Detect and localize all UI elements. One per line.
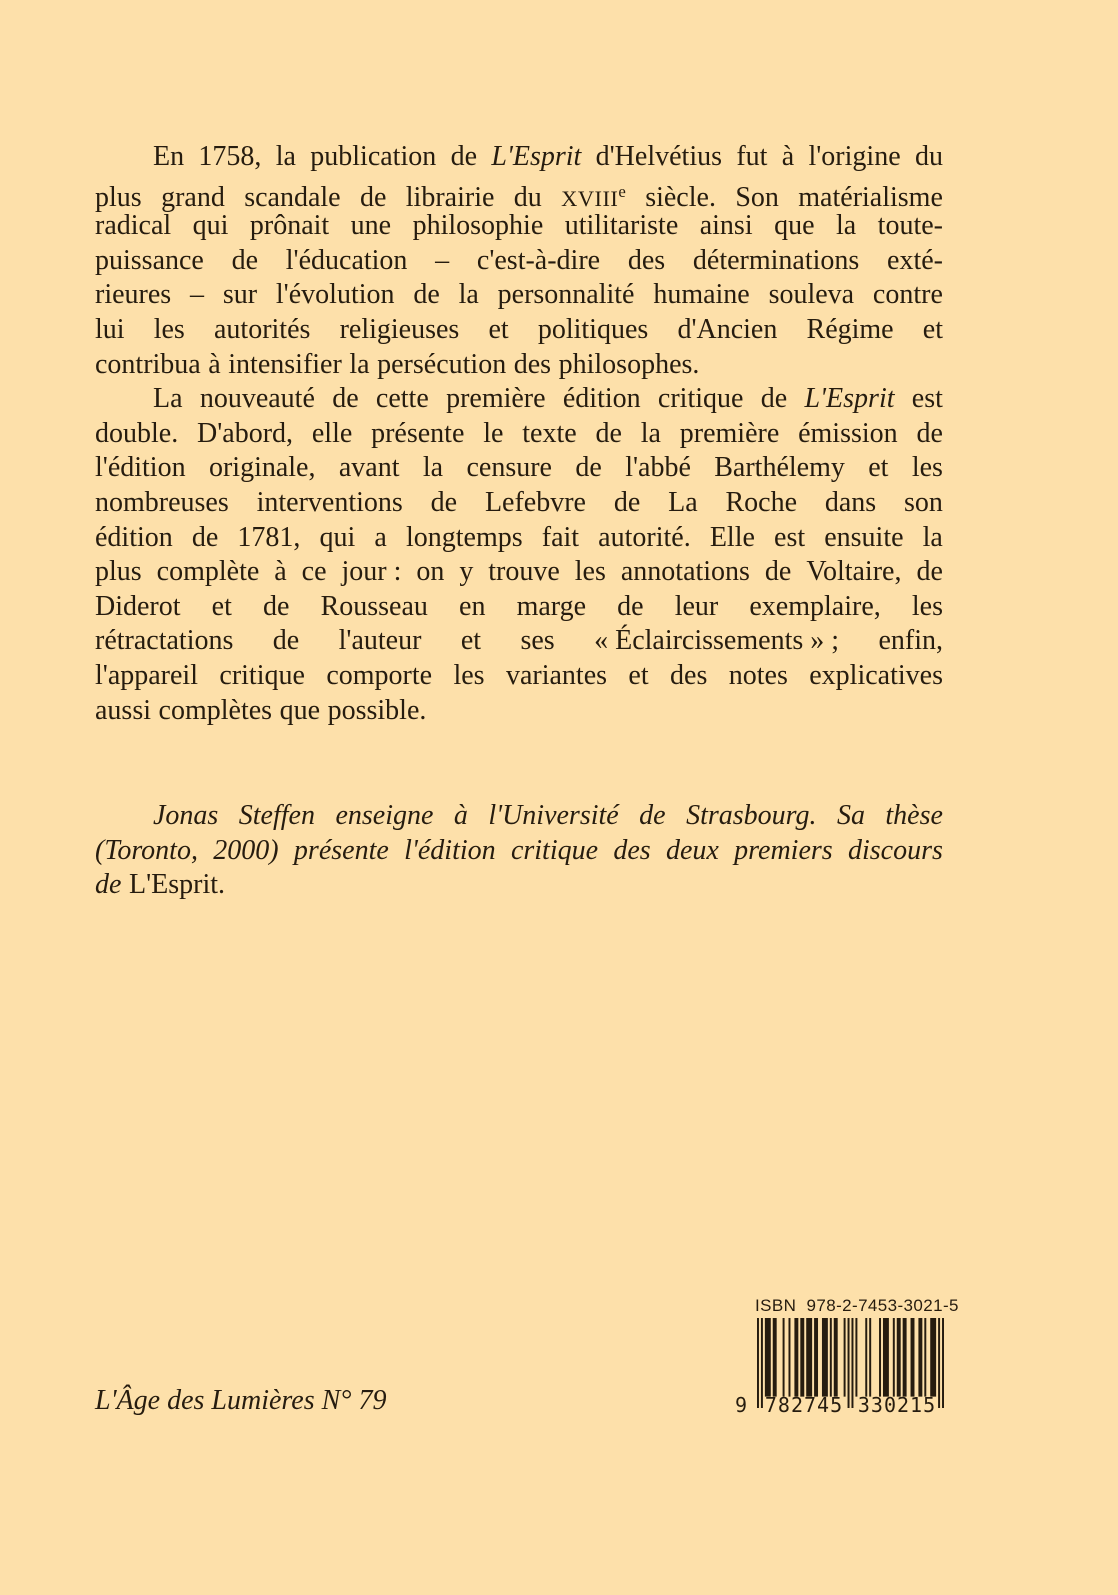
word: de	[272, 625, 300, 657]
word: de	[760, 383, 788, 415]
word: des	[670, 659, 708, 691]
word: deux	[666, 834, 719, 866]
word: comporte	[326, 659, 433, 691]
word: notes	[728, 659, 788, 691]
word: les	[453, 659, 485, 691]
isbn-label: ISBN 978-2-7453-3021-5	[755, 1296, 959, 1315]
word: matérialisme	[798, 181, 943, 213]
word: de	[450, 141, 477, 172]
word: marge	[516, 590, 587, 622]
word: Roche	[725, 486, 798, 518]
word: Son	[735, 181, 779, 213]
text-line	[95, 451, 943, 486]
text-line	[95, 590, 943, 625]
word: c'est-à-dire	[476, 244, 601, 276]
word: qui	[192, 210, 229, 242]
word: Strasbourg.	[686, 800, 817, 831]
text-line	[95, 521, 943, 556]
word: elle	[311, 417, 353, 449]
text-line	[95, 694, 943, 729]
word: Sa	[836, 800, 865, 831]
text-line	[95, 624, 943, 659]
word: des	[613, 834, 651, 866]
word: critique	[219, 659, 305, 691]
word: rieures	[95, 279, 172, 311]
word: ce	[301, 556, 327, 588]
text-line	[95, 313, 943, 348]
word: du	[914, 141, 943, 172]
word: contribua	[95, 348, 201, 380]
word: cette	[375, 383, 429, 415]
word: Elle	[709, 521, 755, 553]
word: les	[574, 556, 606, 588]
word: d'Ancien	[677, 313, 778, 345]
text-line	[95, 555, 943, 590]
word: scandale	[244, 181, 341, 213]
barcode-bar	[903, 1318, 907, 1397]
word: et	[922, 313, 943, 345]
text-line	[95, 382, 943, 417]
word: qui	[319, 521, 356, 553]
word: politiques	[537, 313, 649, 345]
word: interventions	[256, 486, 403, 518]
barcode-bar	[879, 1318, 881, 1397]
word: D'abord,	[197, 417, 294, 449]
word: Régime	[806, 313, 894, 345]
text-line	[95, 659, 943, 694]
word: personnalité	[497, 279, 635, 311]
isbn-block	[733, 1296, 965, 1428]
word: philosophes.	[558, 348, 700, 380]
description-paragraphs	[95, 140, 943, 728]
word: de	[613, 486, 641, 518]
word: publication	[310, 141, 437, 172]
word: originale,	[208, 452, 316, 484]
word: complètes	[158, 694, 273, 726]
word: de	[413, 279, 440, 311]
word: Lefebvre	[484, 486, 586, 518]
barcode-bar	[865, 1318, 867, 1397]
word: La	[668, 486, 698, 518]
word: thèse	[885, 800, 943, 831]
word: rétractations	[95, 625, 234, 657]
text-line	[95, 868, 943, 903]
word: l'éducation	[285, 244, 408, 276]
word: L'Esprit	[491, 141, 582, 172]
word: ainsi	[699, 210, 753, 242]
text-line	[95, 244, 943, 279]
word: du	[513, 181, 542, 213]
word: censure	[466, 452, 552, 484]
word: est	[774, 521, 806, 553]
barcode-bar	[938, 1318, 940, 1408]
text-line	[95, 348, 943, 383]
author-bio	[95, 799, 943, 903]
word: La	[153, 383, 183, 415]
word: de	[263, 590, 290, 622]
word: longtemps	[405, 521, 523, 553]
word: L'Esprit	[804, 383, 895, 415]
barcode-bar	[924, 1318, 926, 1397]
word: l'origine	[808, 141, 901, 172]
word: nouveauté	[199, 383, 315, 415]
word: lui	[95, 313, 125, 345]
word: double.	[95, 417, 179, 449]
word: XVIIIe	[561, 181, 626, 211]
barcode-bar	[911, 1318, 915, 1397]
text-line	[95, 834, 943, 869]
word: que	[774, 210, 815, 242]
word: de	[617, 590, 644, 622]
word: grand	[161, 181, 225, 213]
word: à	[781, 141, 795, 172]
word: première	[679, 417, 780, 449]
text-line	[95, 417, 943, 452]
barcode-bar	[844, 1318, 846, 1397]
word: texte	[522, 417, 577, 449]
word: le	[483, 417, 504, 449]
word: l'évolution	[275, 279, 395, 311]
word: que	[279, 694, 321, 726]
word: de	[595, 417, 622, 449]
word: 1781,	[237, 521, 301, 553]
word: Diderot	[95, 590, 181, 622]
word: y	[459, 556, 474, 588]
word: présente	[371, 417, 465, 449]
barcode-left-digits: 782745	[764, 1393, 844, 1417]
word: les	[153, 313, 185, 345]
barcode-bar	[830, 1318, 832, 1397]
word: critique	[657, 383, 744, 415]
word: explicatives	[809, 659, 943, 691]
word: la	[922, 521, 943, 553]
word: avant	[338, 452, 400, 484]
word: « Éclaircissements » ;	[594, 625, 840, 657]
word: variantes	[505, 659, 608, 691]
barcode-bar	[783, 1318, 785, 1397]
word: –	[435, 244, 450, 276]
barcode-bar	[757, 1318, 759, 1408]
word: 2000)	[213, 834, 279, 866]
barcode-bar	[897, 1318, 901, 1397]
word: de	[332, 383, 359, 415]
barcode-bar	[942, 1318, 944, 1408]
word: et	[460, 625, 482, 657]
word: les	[911, 452, 943, 484]
word: toute-	[877, 210, 943, 242]
word: plus	[95, 556, 142, 588]
word: des	[627, 244, 666, 276]
word: en	[459, 590, 486, 622]
word: de	[639, 800, 666, 831]
word: ses	[520, 625, 555, 657]
word: autorité.	[598, 521, 691, 553]
word: à	[274, 556, 287, 588]
word: une	[350, 210, 392, 242]
word: on	[416, 556, 445, 588]
barcode-right-digits: 330215	[857, 1393, 937, 1417]
word: de	[916, 556, 943, 588]
barcode-bar	[788, 1318, 790, 1397]
word: Rousseau	[320, 590, 428, 622]
barcode-bar	[883, 1318, 889, 1397]
word: l'édition	[95, 452, 186, 484]
word: intensifier	[228, 348, 342, 380]
word: de	[231, 244, 259, 276]
barcode-bar	[918, 1318, 922, 1397]
word: et	[628, 659, 649, 691]
text-line	[95, 799, 943, 834]
word: et	[211, 590, 232, 622]
barcode-bar	[765, 1318, 771, 1397]
word: L'Esprit.	[128, 869, 226, 901]
text-line	[95, 175, 943, 213]
word: émission	[798, 417, 898, 449]
text-line	[95, 278, 943, 313]
word: fut	[736, 141, 768, 172]
word: siècle.	[645, 181, 716, 213]
barcode-bar	[930, 1318, 936, 1397]
word: à	[453, 800, 468, 831]
word: utilitariste	[564, 210, 679, 242]
word: de	[191, 521, 219, 553]
barcode-bar	[800, 1318, 804, 1397]
word: contre	[872, 279, 943, 311]
word: la	[640, 417, 661, 449]
word: En	[153, 141, 185, 172]
word: l'auteur	[338, 625, 422, 657]
word: de	[359, 181, 387, 213]
word: humaine	[653, 279, 750, 311]
word: exté-	[887, 244, 943, 276]
word: jour :	[341, 556, 402, 588]
word: souleva	[768, 279, 855, 311]
word: leur	[674, 590, 719, 622]
word: édition	[562, 383, 641, 415]
barcode-bar	[806, 1318, 812, 1397]
barcode-bar	[893, 1318, 895, 1397]
word: annotations	[620, 556, 750, 588]
word: présente	[293, 834, 389, 866]
word: de	[764, 556, 792, 588]
word: de	[95, 869, 122, 901]
word: à	[208, 348, 221, 380]
word: autorités	[213, 313, 311, 345]
word: exemplaire,	[749, 590, 881, 622]
text-line	[95, 140, 943, 175]
word: plus	[95, 181, 142, 213]
word: édition	[95, 521, 173, 553]
word: fait	[541, 521, 580, 553]
word: complète	[156, 556, 260, 588]
barcode-bar	[848, 1318, 850, 1408]
word: discours	[848, 834, 943, 866]
word: enseigne	[335, 800, 434, 831]
word: la	[275, 141, 296, 172]
word: d'Helvétius	[595, 141, 722, 172]
word: Steffen	[238, 800, 315, 831]
word: les	[911, 590, 943, 622]
word: librairie	[405, 181, 495, 213]
word: la	[458, 279, 479, 311]
word: trouve	[488, 556, 560, 588]
barcode-bar	[851, 1318, 853, 1408]
word: Jonas	[153, 800, 219, 831]
word: et	[488, 313, 509, 345]
word: est	[911, 383, 943, 415]
word: déterminations	[692, 244, 860, 276]
word: possible.	[327, 694, 427, 726]
barcode-bar	[814, 1318, 818, 1397]
word: dans	[824, 486, 877, 518]
word: première	[446, 383, 546, 415]
series-label: L'Âge des Lumières N° 79	[95, 1385, 387, 1416]
word: philosophie	[412, 210, 544, 242]
text-line	[95, 486, 943, 521]
word: de	[430, 486, 458, 518]
barcode-lead-digit: 9	[735, 1393, 749, 1417]
barcode-bar	[855, 1318, 857, 1397]
word: l'Université	[488, 800, 619, 831]
barcode-bar	[794, 1318, 798, 1397]
word: et	[868, 452, 889, 484]
word: puissance	[95, 244, 204, 276]
word: son	[904, 486, 943, 518]
word: persécution	[377, 348, 507, 380]
barcode-bar	[834, 1318, 838, 1397]
word: la	[422, 452, 444, 484]
word: l'édition	[404, 834, 496, 866]
word: Voltaire,	[806, 556, 902, 588]
word: a	[374, 521, 387, 553]
barcode-bar	[822, 1318, 828, 1397]
word: de	[916, 417, 943, 449]
word: Barthélemy	[714, 452, 845, 484]
word: de	[575, 452, 602, 484]
word: prônait	[249, 210, 330, 242]
word: aussi	[95, 694, 151, 726]
word: ensuite	[824, 521, 904, 553]
word: 1758,	[198, 141, 262, 172]
word: enfin,	[878, 625, 943, 657]
word: l'appareil	[95, 659, 198, 691]
word: l'abbé	[625, 452, 691, 484]
barcode-bar	[773, 1318, 777, 1397]
word: des	[513, 348, 552, 380]
word: critique	[510, 834, 599, 866]
word: religieuses	[339, 313, 460, 345]
word: premiers	[734, 834, 833, 866]
word: radical	[95, 210, 172, 242]
word: (Toronto,	[95, 834, 198, 866]
word: –	[190, 279, 205, 311]
word: la	[349, 348, 370, 380]
word: sur	[222, 279, 258, 311]
word: la	[835, 210, 857, 242]
word: nombreuses	[95, 486, 229, 518]
barcode-bar	[869, 1318, 871, 1397]
